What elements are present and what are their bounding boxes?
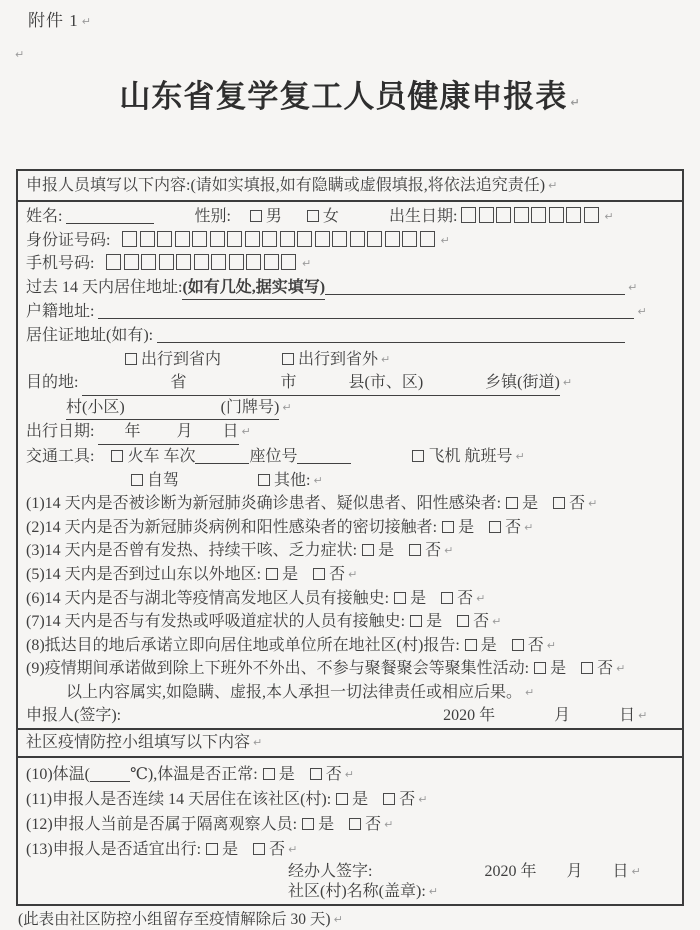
section2-header-text: 社区疫情防控小组填写以下内容 <box>26 734 251 752</box>
checkbox-no[interactable] <box>441 592 453 604</box>
checkbox-yes[interactable] <box>410 615 422 627</box>
paragraph-mark: ↵ <box>631 865 641 879</box>
checkbox-no-label: 否 <box>399 791 416 809</box>
digit-box[interactable] <box>402 231 417 247</box>
paragraph-mark: ↵ <box>588 497 598 511</box>
question-text: (6)14 天内是否与湖北等疫情高发地区人员有接触史: <box>26 589 390 607</box>
digit-box[interactable] <box>176 254 191 270</box>
digit-box[interactable] <box>246 254 261 270</box>
question-text: (11)申报人是否连续 14 天居住在该社区(村): <box>26 791 332 809</box>
checkbox-yes[interactable] <box>302 818 314 830</box>
question-line-7 <box>26 610 676 634</box>
name-blank-field[interactable] <box>66 208 154 224</box>
checkbox-no[interactable] <box>489 521 501 533</box>
paragraph-mark: ↵ <box>525 685 535 699</box>
checkbox-yes-label: 是 <box>410 589 427 607</box>
digit-box[interactable] <box>245 231 260 247</box>
attachment-text: 附件 1 <box>28 11 79 30</box>
self-drive-label: 自驾 <box>147 471 180 489</box>
name-gender-birth-line <box>26 205 676 229</box>
temperature-unit: ℃) <box>130 766 154 784</box>
checkbox-no[interactable] <box>553 497 565 509</box>
checkbox-yes-label: 是 <box>278 766 295 784</box>
checkbox-no-label: 否 <box>365 816 382 834</box>
yes-no-checkboxes <box>393 590 473 607</box>
sign-year: 2020 年 <box>443 707 496 725</box>
question-line-11 <box>26 787 676 812</box>
digit-box[interactable] <box>106 254 121 270</box>
digit-box[interactable] <box>122 231 137 247</box>
paragraph-mark: ↵ <box>524 520 534 534</box>
retention-note-text: (此表由社区防控小组留存至疫情解除后 30 天) <box>18 911 331 929</box>
digit-box[interactable] <box>420 231 435 247</box>
paragraph-mark: ↵ <box>570 96 581 109</box>
checkbox-yes-label: 是 <box>282 565 299 583</box>
destination-label: 目的地: <box>26 374 79 392</box>
birth-date-boxes <box>461 208 601 225</box>
checkbox-no-label: 否 <box>269 841 286 859</box>
checkbox-yes-label: 是 <box>352 791 369 809</box>
digit-box[interactable] <box>124 254 139 270</box>
yes-no-checkboxes <box>301 816 381 833</box>
question-text: (5)14 天内是否到过山东以外地区: <box>26 565 262 583</box>
digit-box[interactable] <box>281 254 296 270</box>
temperature-blank[interactable] <box>90 766 130 782</box>
temperature-label: (10)体温( <box>26 766 90 784</box>
checkbox-no-label: 否 <box>473 613 490 631</box>
checkbox-yes-label: 是 <box>522 495 539 513</box>
yes-no-checkboxes <box>335 791 415 808</box>
checkbox-male[interactable] <box>250 210 262 222</box>
checkbox-yes-label: 是 <box>550 660 567 678</box>
train-label: 火车 车次 <box>127 447 196 465</box>
digit-box[interactable] <box>175 231 190 247</box>
checkbox-no[interactable] <box>253 843 265 855</box>
paragraph-mark: ↵ <box>440 233 450 247</box>
checkbox-yes[interactable] <box>336 793 348 805</box>
yes-no-checkboxes <box>361 542 441 559</box>
section2-header-row <box>18 728 682 758</box>
yes-no-checkboxes <box>533 660 613 677</box>
checkbox-yes[interactable] <box>394 592 406 604</box>
declaration-form-table <box>16 169 684 906</box>
digit-box[interactable] <box>211 254 226 270</box>
checkbox-no[interactable] <box>313 568 325 580</box>
checkbox-no-label: 否 <box>505 518 522 536</box>
digit-box[interactable] <box>332 231 347 247</box>
question-text: (2)14 天内是否为新冠肺炎病例和阳性感染者的密切接触者: <box>26 518 438 536</box>
community-name-label: 社区(村)名称(盖章): <box>288 883 426 901</box>
section1-body <box>18 202 682 728</box>
checkbox-no-label: 否 <box>457 589 474 607</box>
household-address-blank[interactable] <box>98 303 634 319</box>
transport-line-2 <box>26 469 676 493</box>
checkbox-travel-outside[interactable] <box>282 353 294 365</box>
operator-signature-label: 经办人签字: <box>288 863 373 881</box>
digit-box[interactable] <box>350 231 365 247</box>
gender-label: 性别: <box>194 208 231 225</box>
checkbox-no[interactable] <box>310 768 322 780</box>
paragraph-mark: ↵ <box>288 843 298 857</box>
digit-box[interactable] <box>210 231 225 247</box>
travel-date-line <box>26 420 676 445</box>
question-text: (1)14 天内是否被诊断为新冠肺炎确诊患者、疑似患者、阳性感染者: <box>26 495 502 513</box>
question-line-13 <box>26 837 676 862</box>
travel-date-label: 出行日期: <box>26 423 95 441</box>
digit-box[interactable] <box>159 254 174 270</box>
village-line <box>26 396 676 421</box>
paragraph-mark: ↵ <box>492 615 502 629</box>
household-address-line <box>26 300 676 324</box>
page-title-text: 山东省复学复工人员健康申报表 <box>119 79 568 115</box>
digit-box[interactable] <box>367 231 382 247</box>
address-14days-label: 过去 14 天内居住地址: <box>26 278 183 296</box>
checkbox-yes-label: 是 <box>458 518 475 536</box>
digit-box[interactable] <box>549 207 564 223</box>
question-line-8 <box>26 634 676 658</box>
paragraph-mark: ↵ <box>444 544 454 558</box>
sign-day: 日 <box>619 707 636 725</box>
paragraph-mark: ↵ <box>628 280 638 294</box>
checkbox-no-label: 否 <box>325 766 342 784</box>
digit-box[interactable] <box>262 231 277 247</box>
digit-box[interactable] <box>496 207 511 223</box>
checkbox-yes[interactable] <box>266 568 278 580</box>
yes-no-checkboxes <box>505 495 585 512</box>
county-label: 县(市、区) <box>348 374 424 392</box>
paragraph-mark: ↵ <box>348 567 358 581</box>
birth-date-label: 出生日期: <box>388 208 458 225</box>
day-label: 日 <box>222 423 239 441</box>
digit-box[interactable] <box>566 207 581 223</box>
digit-box[interactable] <box>479 207 494 223</box>
checkbox-no[interactable] <box>512 639 524 651</box>
checkbox-yes[interactable] <box>442 521 454 533</box>
id-number-line <box>26 229 676 253</box>
question-text: (13)申报人是否适宜出行: <box>26 841 202 859</box>
digit-box[interactable] <box>514 207 529 223</box>
affirmation-line <box>26 681 676 705</box>
yes-no-checkboxes <box>441 519 521 536</box>
checkbox-travel-within[interactable] <box>125 353 137 365</box>
house-no-label: (门牌号) <box>220 398 280 416</box>
paragraph-mark: ↵ <box>344 768 354 782</box>
digit-box[interactable] <box>461 207 476 223</box>
retention-note <box>18 910 700 930</box>
month-label: 月 <box>176 423 193 441</box>
digit-box[interactable] <box>157 231 172 247</box>
male-label: 男 <box>265 208 282 225</box>
destination-underlined-fields[interactable] <box>82 371 559 396</box>
question-line-12 <box>26 812 676 837</box>
checkbox-no[interactable] <box>581 662 593 674</box>
page-title <box>0 77 700 123</box>
paragraph-mark: ↵ <box>381 352 391 366</box>
digit-box[interactable] <box>385 231 400 247</box>
residence-permit-blank[interactable] <box>157 327 625 343</box>
other-label: 其他: <box>274 471 311 489</box>
paragraph-mark: ↵ <box>241 425 251 439</box>
empty-paragraph <box>12 47 700 63</box>
attachment-label <box>28 10 700 33</box>
yes-no-checkboxes <box>265 566 345 583</box>
digit-box[interactable] <box>141 254 156 270</box>
checkbox-yes-label: 是 <box>480 636 497 654</box>
paragraph-mark: ↵ <box>333 913 343 927</box>
digit-box[interactable] <box>264 254 279 270</box>
checkbox-yes[interactable] <box>465 639 477 651</box>
paragraph-mark: ↵ <box>515 449 525 463</box>
section2-body <box>18 758 682 904</box>
paragraph-mark: ↵ <box>428 885 438 899</box>
digit-box[interactable] <box>194 254 209 270</box>
checkbox-self-drive[interactable] <box>131 474 143 486</box>
digit-box[interactable] <box>584 207 599 223</box>
seat-number-blank[interactable] <box>297 448 351 464</box>
paragraph-mark: ↵ <box>637 305 647 319</box>
checkbox-no-label: 否 <box>597 660 614 678</box>
checkbox-yes-label: 是 <box>222 841 239 859</box>
question-text: (9)疫情期间承诺做到除上下班外不外出、不参与聚餐聚会等聚集性活动: <box>26 660 530 678</box>
checkbox-no-label: 否 <box>425 542 442 560</box>
checkbox-yes-label: 是 <box>318 816 335 834</box>
section1-header-row <box>18 171 682 202</box>
residence-permit-label: 居住证地址(如有): <box>26 326 154 344</box>
checkbox-no-label: 否 <box>569 495 586 513</box>
digit-box[interactable] <box>297 231 312 247</box>
city-label: 市 <box>280 374 297 392</box>
address-14days-line <box>26 276 676 301</box>
address-14days-blank[interactable] <box>325 279 625 295</box>
paragraph-mark: ↵ <box>313 473 323 487</box>
name-label: 姓名: <box>26 208 63 225</box>
transport-label: 交通工具: <box>26 447 95 465</box>
paragraph-mark: ↵ <box>253 736 263 750</box>
village-underlined-fields[interactable] <box>66 396 279 421</box>
digit-box[interactable] <box>140 231 155 247</box>
province-label: 省 <box>170 374 187 392</box>
paragraph-mark: ↵ <box>384 818 394 832</box>
digit-box[interactable] <box>280 231 295 247</box>
checkbox-yes-label: 是 <box>426 613 443 631</box>
community-name-line <box>26 882 676 902</box>
operator-sign-month: 月 <box>566 863 583 881</box>
declarant-signature-label: 申报人(签字): <box>26 707 122 725</box>
plane-label: 飞机 航班号 <box>428 447 513 465</box>
checkbox-no[interactable] <box>383 793 395 805</box>
checkbox-plane[interactable] <box>412 450 424 462</box>
checkbox-train[interactable] <box>111 450 123 462</box>
phone-number-boxes <box>106 255 299 272</box>
female-label: 女 <box>322 208 339 225</box>
paragraph-mark: ↵ <box>562 376 573 390</box>
checkbox-no[interactable] <box>457 615 469 627</box>
question-text: (12)申报人当前是否属于隔离观察人员: <box>26 816 298 834</box>
checkbox-no[interactable] <box>409 544 421 556</box>
paragraph-mark: ↵ <box>301 257 312 271</box>
train-number-blank[interactable] <box>195 448 249 464</box>
id-number-boxes <box>122 232 437 249</box>
seat-label: 座位号 <box>249 447 298 465</box>
phone-number-label: 手机号码: <box>26 255 95 273</box>
question-text: (8)抵达目的地后承诺立即向居住地或单位所在地社区(村)报告: <box>26 636 460 654</box>
operator-sign-day: 日 <box>612 863 629 881</box>
question-line-3 <box>26 539 676 563</box>
residence-permit-line <box>26 324 676 348</box>
question-line-10 <box>26 762 676 787</box>
yes-no-checkboxes <box>205 841 285 858</box>
checkbox-no-label: 否 <box>527 636 544 654</box>
digit-box[interactable] <box>227 231 242 247</box>
yes-no-checkboxes <box>262 766 342 783</box>
operator-signature-line <box>26 862 676 882</box>
question-line-1 <box>26 492 676 516</box>
household-address-label: 户籍地址: <box>26 303 95 321</box>
address-14days-hint: (如有几处,据实填写) <box>182 276 325 301</box>
paragraph-mark: ↵ <box>604 210 614 223</box>
yes-no-checkboxes <box>409 613 489 630</box>
destination-line <box>26 371 676 396</box>
village-label: 村(小区) <box>66 398 125 416</box>
operator-sign-year: 2020 年 <box>484 863 537 881</box>
affirmation-text: 以上内容属实,如隐瞒、虚报,本人承担一切法律责任或相应后果。 <box>66 683 523 701</box>
travel-date-underlined-fields[interactable] <box>98 420 238 445</box>
question-line-9 <box>26 657 676 681</box>
checkbox-female[interactable] <box>307 210 319 222</box>
paragraph-mark: ↵ <box>81 15 92 28</box>
paragraph-mark: ↵ <box>638 709 648 723</box>
section1-header-text: 申报人员填写以下内容:(请如实填报,如有隐瞒或虚假填报,将依法追究责任) <box>26 177 546 194</box>
declarant-signature-line <box>26 704 676 728</box>
checkbox-no-label: 否 <box>329 565 346 583</box>
paragraph-mark: ↵ <box>616 662 626 676</box>
paragraph-mark: ↵ <box>282 400 292 414</box>
question-line-5 <box>26 563 676 587</box>
travel-scope-line <box>26 348 676 372</box>
checkbox-other[interactable] <box>258 474 270 486</box>
sign-month: 月 <box>554 707 571 725</box>
checkbox-no[interactable] <box>349 818 361 830</box>
digit-box[interactable] <box>192 231 207 247</box>
paragraph-mark: ↵ <box>546 638 557 652</box>
paragraph-mark: ↵ <box>476 591 486 605</box>
digit-box[interactable] <box>315 231 330 247</box>
checkbox-yes[interactable] <box>263 768 275 780</box>
checkbox-yes[interactable] <box>206 843 218 855</box>
question-text: (7)14 天内是否与有发热或呼吸道症状的人员有接触史: <box>26 613 406 631</box>
digit-box[interactable] <box>229 254 244 270</box>
paragraph-mark: ↵ <box>548 179 558 192</box>
travel-within-label: 出行到省内 <box>141 350 222 368</box>
checkbox-yes[interactable] <box>506 497 518 509</box>
year-label: 年 <box>124 423 141 441</box>
question-line-2 <box>26 516 676 540</box>
question-line-6 <box>26 587 676 611</box>
paragraph-mark: ↵ <box>418 793 428 807</box>
travel-outside-label: 出行到省外 <box>298 350 379 368</box>
town-label: 乡镇(街道) <box>485 374 560 392</box>
question-text: (3)14 天内是否曾有发热、持续干咳、乏力症状: <box>26 542 358 560</box>
paragraph-mark: ↵ <box>15 48 25 61</box>
checkbox-yes[interactable] <box>362 544 374 556</box>
transport-line-1 <box>26 445 676 469</box>
checkbox-yes-label: 是 <box>378 542 395 560</box>
yes-no-checkboxes <box>464 637 544 654</box>
checkbox-yes[interactable] <box>534 662 546 674</box>
phone-number-line <box>26 252 676 276</box>
digit-box[interactable] <box>531 207 546 223</box>
id-number-label: 身份证号码: <box>26 231 111 249</box>
temperature-normal-label: ,体温是否正常: <box>153 766 258 784</box>
